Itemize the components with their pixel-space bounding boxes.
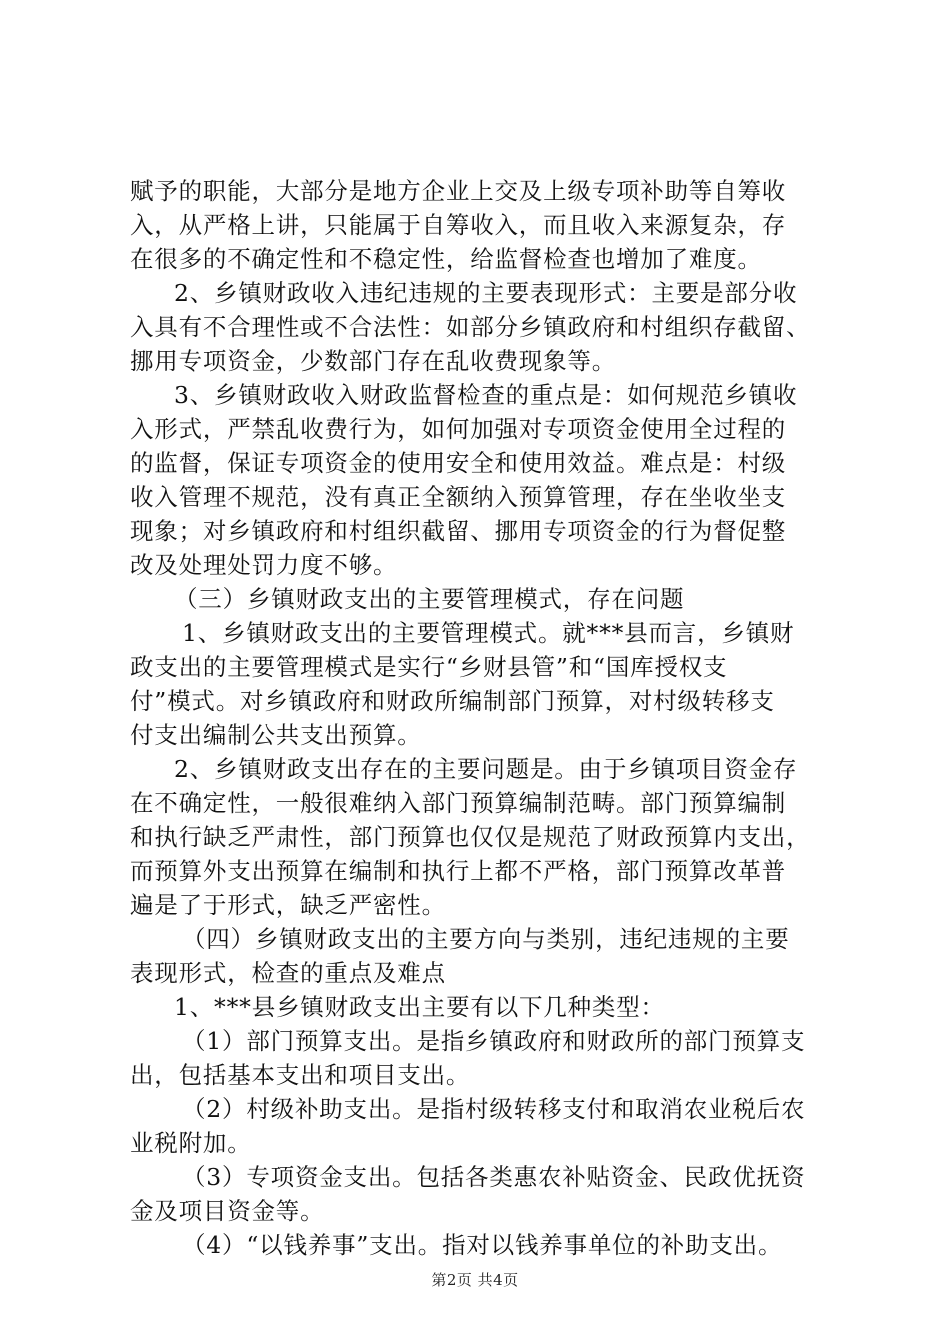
section-heading: （三）乡镇财政支出的主要管理模式，存在问题 <box>174 585 685 613</box>
text-line: 1、乡镇财政支出的主要管理模式。就***县而言，乡镇财 <box>182 619 795 647</box>
text-line: 3、乡镇财政收入财政监督检查的重点是：如何规范乡镇收 <box>174 381 798 409</box>
text-line: 金及项目资金等。 <box>130 1197 325 1225</box>
text-line: 2、乡镇财政支出存在的主要问题是。由于乡镇项目资金存 <box>174 755 798 783</box>
text-line: 而预算外支出预算在编制和执行上都不严格，部门预算改革普 <box>130 857 787 885</box>
text-line: （1）部门预算支出。是指乡镇政府和财政所的部门预算支 <box>182 1027 806 1055</box>
text-line: 1、***县乡镇财政支出主要有以下几种类型： <box>174 993 665 1021</box>
section-heading: （四）乡镇财政支出的主要方向与类别，违纪违规的主要 <box>182 925 790 953</box>
text-line: 在很多的不确定性和不稳定性，给监督检查也增加了难度。 <box>130 245 762 273</box>
text-line: 入，从严格上讲，只能属于自筹收入，而且收入来源复杂，存 <box>130 211 787 239</box>
text-line: （4）“以钱养事”支出。指对以钱养事单位的补助支出。 <box>182 1231 783 1259</box>
text-line: 出，包括基本支出和项目支出。 <box>130 1061 471 1089</box>
text-line: 的监督，保证专项资金的使用安全和使用效益。难点是：村级 <box>130 449 787 477</box>
text-line: 业税附加。 <box>130 1129 252 1157</box>
text-line: 赋予的职能，大部分是地方企业上交及上级专项补助等自筹收 <box>130 177 787 205</box>
text-line: 现象；对乡镇政府和村组织截留、挪用专项资金的行为督促整 <box>130 517 787 545</box>
text-line: （3）专项资金支出。包括各类惠农补贴资金、民政优抚资 <box>182 1163 806 1191</box>
text-line: 2、乡镇财政收入违纪违规的主要表现形式：主要是部分收 <box>174 279 798 307</box>
text-line: 和执行缺乏严肃性，部门预算也仅仅是规范了财政预算内支出， <box>130 823 811 851</box>
text-line: 入形式，严禁乱收费行为，如何加强对专项资金使用全过程的 <box>130 415 787 443</box>
text-line: 收入管理不规范，没有真正全额纳入预算管理，存在坐收坐支 <box>130 483 787 511</box>
text-line: 在不确定性，一般很难纳入部门预算编制范畴。部门预算编制 <box>130 789 787 817</box>
page-number-footer: 第2页 共4页 <box>431 1271 519 1289</box>
section-heading: 表现形式，检查的重点及难点 <box>130 959 446 987</box>
text-line: （2）村级补助支出。是指村级转移支付和取消农业税后农 <box>182 1095 806 1123</box>
text-line: 付”模式。对乡镇政府和财政所编制部门预算，对村级转移支 <box>130 687 775 715</box>
text-line: 改及处理处罚力度不够。 <box>130 551 398 579</box>
text-line: 政支出的主要管理模式是实行“乡财县管”和“国库授权支 <box>130 653 728 681</box>
text-line: 挪用专项资金，少数部门存在乱收费现象等。 <box>130 347 616 375</box>
text-line: 入具有不合理性或不合法性：如部分乡镇政府和村组织存截留、 <box>130 313 811 341</box>
text-line: 付支出编制公共支出预算。 <box>130 721 422 749</box>
text-line: 遍是了于形式，缺乏严密性。 <box>130 891 446 919</box>
